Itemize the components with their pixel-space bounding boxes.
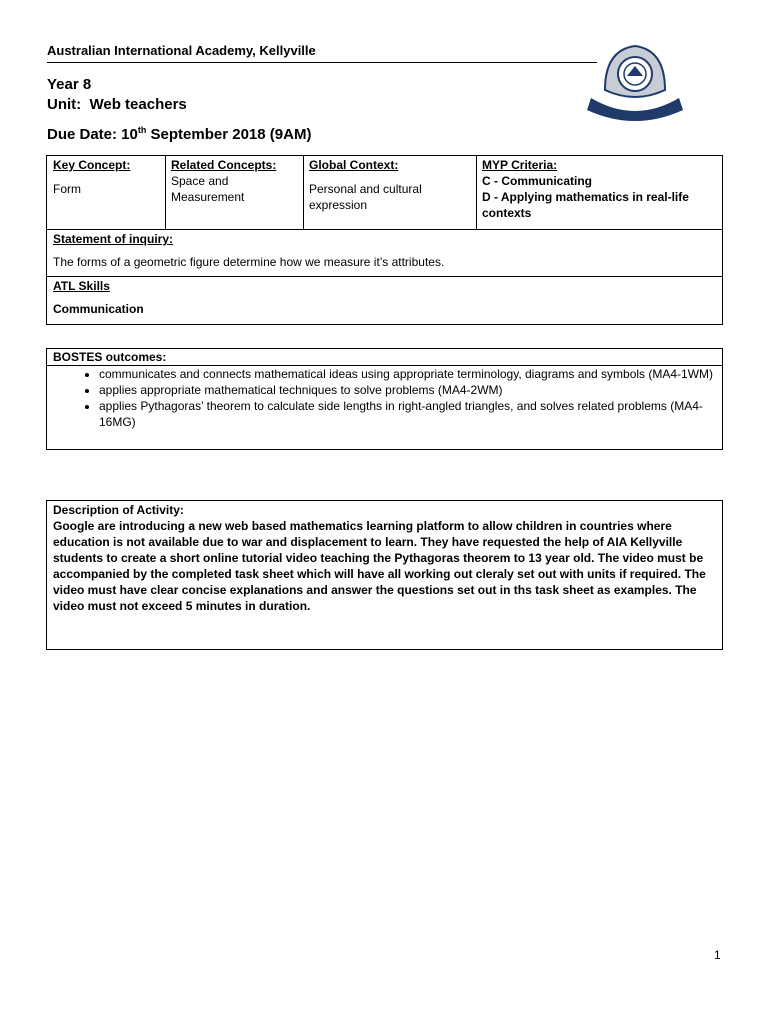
list-item: • applies Pythagoras’ theorem to calculate side lengths in right-angled triangles, and solves related problems (MA4-16MG) [99,398,716,430]
year-level: Year 8 [47,76,92,93]
list-item: • communicates and connects mathematical ideas using appropriate terminology, diagrams and symbols (MA4-1WM) [99,366,716,382]
related-concepts-label: Related Concepts: [171,158,277,172]
global-context-cell [303,156,476,214]
myp-criterion-c: C - Communicating [482,174,592,188]
unit-label: Unit: [47,96,82,113]
bostes-outcomes-list [47,366,722,430]
page-number: 1 [714,948,721,962]
atl-skills-cell [47,277,722,318]
due-suffix-sup: th [137,125,147,135]
activity-description-box [46,500,723,650]
atl-skills-label: ATL Skills [53,279,110,293]
myp-criterion-d: D - Applying mathematics in real-life contexts [482,190,689,220]
bostes-outcomes-table [46,348,723,450]
myp-criteria-label: MYP Criteria: [482,158,558,172]
statement-of-inquiry-cell [47,230,722,271]
unit-title [47,96,187,113]
atl-skills-value: Communication [53,302,144,316]
unit-value: Web teachers [89,96,187,113]
due-prefix: Due Date: 10 [47,126,138,143]
related-concepts-cell [165,156,303,206]
related-concepts-value: Space and Measurement [171,174,245,204]
list-item: • applies appropriate mathematical techniques to solve problems (MA4-2WM) [99,382,716,398]
header-rule [47,62,597,63]
global-context-value: Personal and cultural expression [309,182,422,212]
due-suffix: September 2018 (9AM) [146,126,312,143]
activity-description-text: Google are introducing a new web based mathematics learning platform to allow children in countries where education is not available due to war and displacement to learn. They have requested the help of AIA Kellyville students to create a short online tutorial video teaching the Pythagoras theorem to 13 year old. The video must be accompanied by the completed task sheet which will have all working out cleraly set out with units if required. The video must have clear concise explanations and answer the questions set out in ths task sheet as examples. The video must not exceed 5 minutes in duration. [53,519,706,613]
statement-of-inquiry-value: The forms of a geometric figure determine how we measure it’s attributes. [53,255,445,269]
school-name: Australian International Academy, Kellyville [47,43,316,58]
bostes-outcomes-label: BOSTES outcomes: [47,349,722,366]
school-crest-logo [583,40,687,122]
myp-criteria-cell [476,156,722,222]
statement-of-inquiry-label: Statement of inquiry: [53,232,174,246]
key-concept-label: Key Concept: [53,158,131,172]
key-concept-cell [47,156,165,198]
due-date [47,125,311,143]
activity-description-label: Description of Activity: [53,503,184,517]
unit-overview-table [46,155,723,325]
global-context-label: Global Context: [309,158,399,172]
key-concept-value: Form [53,182,81,196]
